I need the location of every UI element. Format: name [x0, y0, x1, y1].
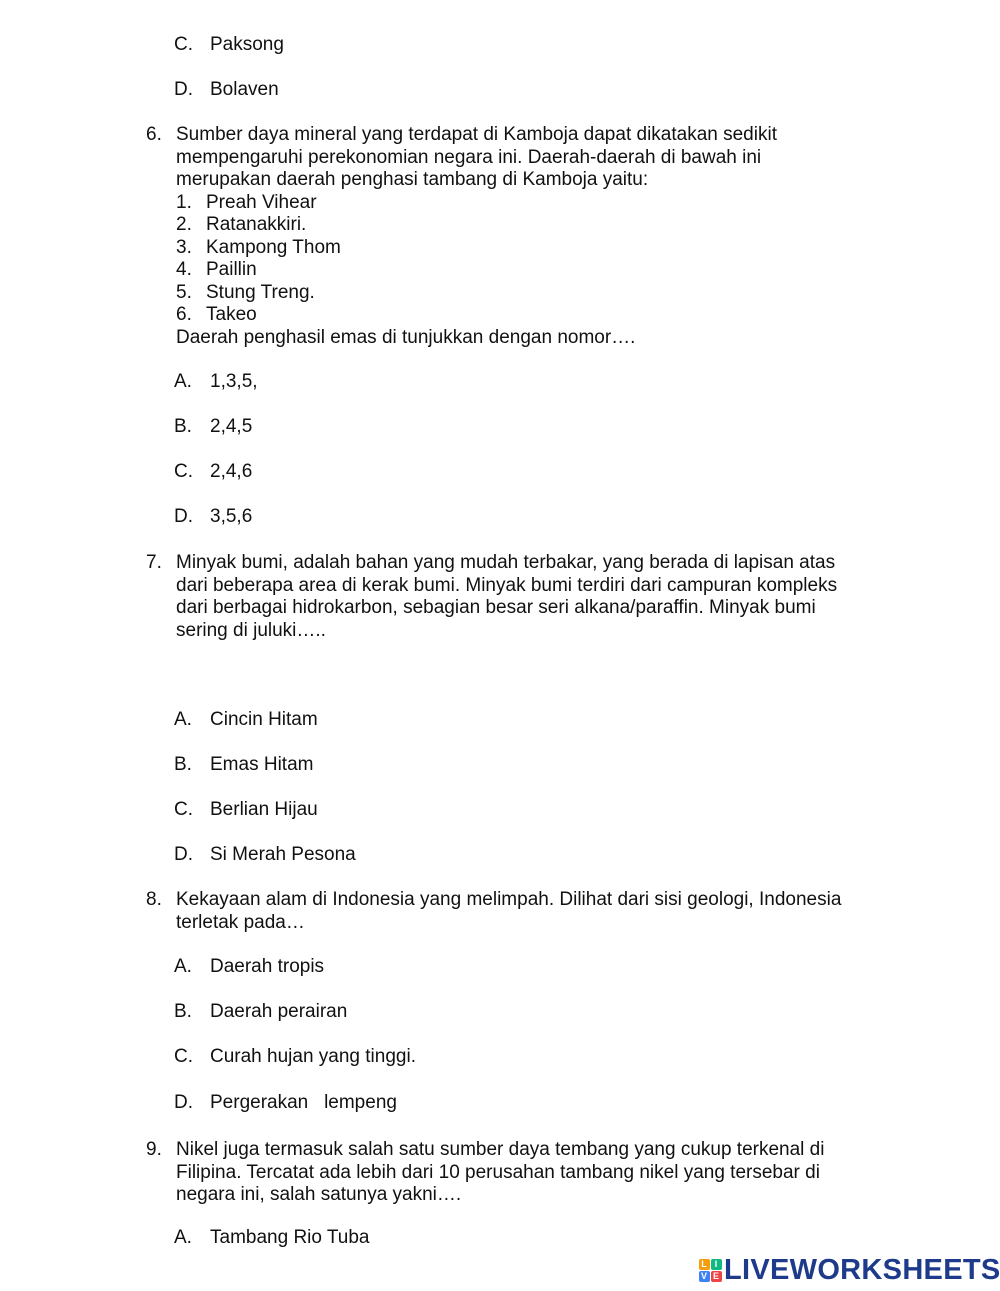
- option-text: Berlian Hijau: [210, 799, 318, 820]
- sub-item-number: 6.: [176, 304, 192, 325]
- question-text-line: mempengaruhi perekonomian negara ini. Daerah-daerah di bawah ini: [176, 146, 762, 168]
- option-text: Emas Hitam: [210, 754, 314, 775]
- sub-item-number: 1.: [176, 191, 192, 213]
- option-letter: C.: [174, 799, 193, 820]
- question-text-line: negara ini, salah satunya yakni….: [176, 1184, 462, 1205]
- option-letter: B.: [174, 1001, 192, 1022]
- option-letter: D.: [174, 79, 193, 100]
- option-text: Paksong: [210, 34, 284, 55]
- logo-letter: E: [711, 1271, 722, 1282]
- option-text: Pergerakan lempeng: [210, 1092, 397, 1113]
- option-text: 3,5,6: [210, 506, 253, 527]
- option-letter: C.: [174, 1046, 193, 1067]
- question-text-line: dari berbagai hidrokarbon, sebagian besar seri alkana/paraffin. Minyak bumi: [176, 597, 816, 618]
- option-letter: C.: [174, 461, 193, 482]
- sub-item-number: 4.: [176, 259, 192, 280]
- option-text: Daerah perairan: [210, 1001, 348, 1022]
- question-prompt: Daerah penghasil emas di tunjukkan dengan nomor….: [176, 326, 636, 348]
- option-letter: D.: [174, 506, 193, 527]
- question-text-line: terletak pada…: [176, 911, 305, 933]
- question-text-line: merupakan daerah penghasi tambang di Kamboja yaitu:: [176, 169, 649, 190]
- sub-item-number: 2.: [176, 214, 192, 235]
- option-letter: B.: [174, 416, 192, 437]
- question-text-line: Sumber daya mineral yang terdapat di Kamboja dapat dikatakan sedikit: [176, 124, 777, 145]
- logo-letter: I: [711, 1259, 722, 1270]
- sub-item-text: Preah Vihear: [206, 191, 317, 213]
- logo-letter: L: [699, 1259, 710, 1270]
- option-letter: B.: [174, 754, 192, 775]
- question-text-line: Kekayaan alam di Indonesia yang melimpah. Dilihat dari sisi geologi, Indonesia: [176, 889, 842, 910]
- sub-item-text: Takeo: [206, 304, 257, 325]
- question-number: 8.: [146, 889, 162, 910]
- logo-grid-icon: [698, 1258, 722, 1282]
- logo-letter: V: [699, 1271, 710, 1282]
- question-text-line: Minyak bumi, adalah bahan yang mudah terbakar, yang berada di lapisan atas: [176, 552, 836, 573]
- option-text: Daerah tropis: [210, 956, 325, 977]
- sub-item-text: Ratanakkiri.: [206, 214, 307, 235]
- option-text: Bolaven: [210, 79, 279, 100]
- question-text-line: Nikel juga termasuk salah satu sumber daya tembang yang cukup terkenal di: [176, 1139, 825, 1160]
- option-letter: A.: [174, 1227, 192, 1248]
- option-letter: A.: [174, 371, 192, 392]
- option-letter: D.: [174, 844, 193, 865]
- option-letter: C.: [174, 34, 193, 55]
- option-text: Cincin Hitam: [210, 709, 318, 730]
- question-text-line: Filipina. Tercatat ada lebih dari 10 perusahan tambang nikel yang tersebar di: [176, 1161, 820, 1183]
- question-number: 6.: [146, 124, 162, 145]
- option-text: Curah hujan yang tinggi.: [210, 1046, 416, 1067]
- sub-item-text: Kampong Thom: [206, 236, 341, 258]
- question-number: 7.: [146, 552, 162, 573]
- sub-item-number: 5.: [176, 281, 192, 303]
- option-letter: D.: [174, 1092, 193, 1113]
- logo-text: LIVEWORKSHEETS: [724, 1253, 1000, 1286]
- sub-item-number: 3.: [176, 236, 192, 258]
- option-text: 2,4,5: [210, 416, 253, 437]
- sub-item-text: Paillin: [206, 259, 257, 280]
- option-text: Tambang Rio Tuba: [210, 1227, 370, 1248]
- sub-item-text: Stung Treng.: [206, 281, 315, 303]
- liveworksheets-logo[interactable]: [698, 1254, 1000, 1286]
- question-text-line: dari beberapa area di kerak bumi. Minyak bumi terdiri dari campuran kompleks: [176, 574, 838, 596]
- option-letter: A.: [174, 709, 192, 730]
- option-text: 2,4,6: [210, 461, 253, 482]
- question-text-line: sering di juluki…..: [176, 619, 326, 641]
- option-text: Si Merah Pesona: [210, 844, 356, 865]
- option-text: 1,3,5,: [210, 371, 258, 392]
- option-letter: A.: [174, 956, 192, 977]
- question-number: 9.: [146, 1139, 162, 1160]
